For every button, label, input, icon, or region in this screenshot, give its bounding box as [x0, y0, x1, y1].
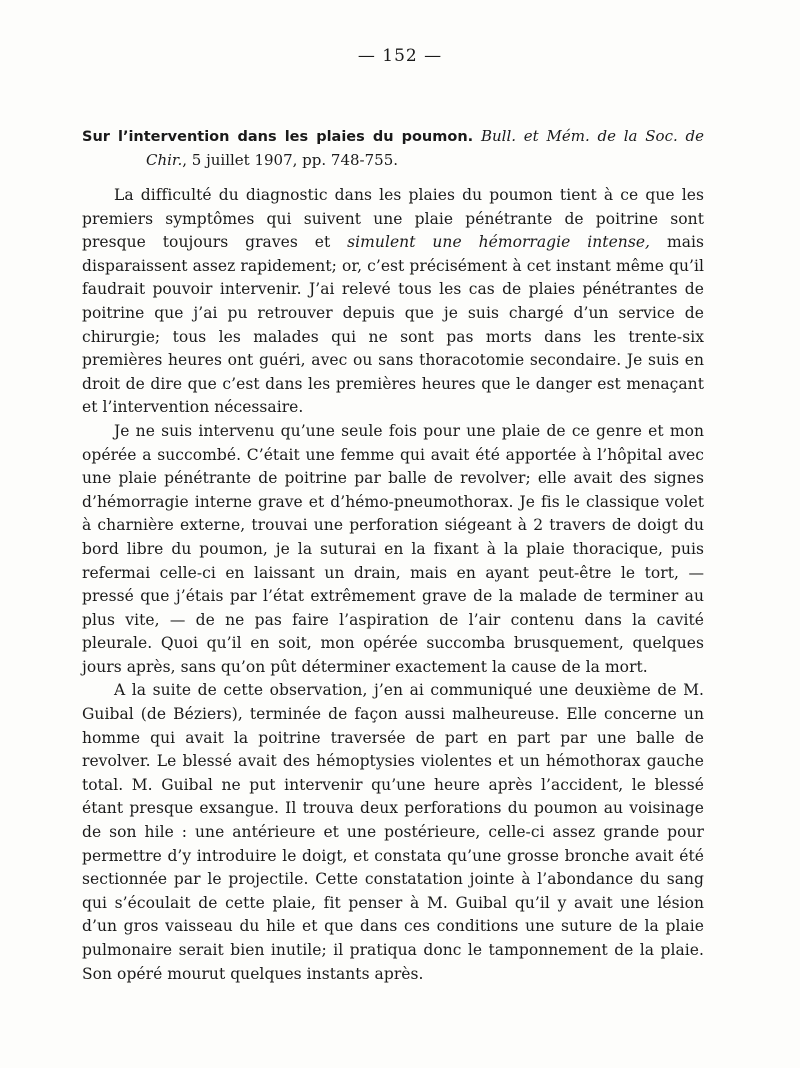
paragraph-1 — [82, 184, 704, 420]
paragraph-1-text-start: La difficulté du diagnostic dans les plaies du poumon tient à ce que les premiers symptômes qui suivent une plaie pénétrante de poitrine sont presque toujours graves et — [82, 186, 704, 252]
journal-reference: Bull. et Mém. de la Soc. de Chir. — [146, 127, 705, 169]
paragraph-1-text-end: mais disparaissent assez rapidement; or, c’est précisément à cet instant même qu’il faudrait pouvoir intervenir. J’ai relevé tous les cas de plaies pénétrantes de poitrine que j’ai pu retrouver depuis que je suis chargé d’un service de chirurgie; tous les malades qui ne sont pas morts dans les trente-six premières heures ont guéri, avec ou sans thoracotomie secondaire. Je suis en droit de dire que c’est dans les premières heures que le danger est menaçant et l’intervention nécessaire. — [82, 233, 704, 417]
date-and-pages: , 5 juillet 1907, pp. 748-755. — [182, 151, 399, 169]
article-title: Sur l’intervention dans les plaies du poumon. — [82, 129, 474, 145]
paragraph-2: Je ne suis intervenu qu’une seule fois pour une plaie de ce genre et mon opérée a succombé. C’était une femme qui avait été apportée à l’hôpital avec une plaie pénétrante de poitrine par balle de revolver; elle avait des signes d’hémorragie interne grave et d’hémo-pneumothorax. Je fis le classique volet à charnière externe, trouvai une perforation siégeant à 2 travers de doigt du bord libre du poumon, je la suturai en la fixant à la plaie thoracique, puis refermai celle-ci en laissant un drain, mais en ayant peut-être le tort, — pressé que j’étais par l’état extrêmement grave de la malade de terminer au plus vite, — de ne pas faire l’aspiration de l’air contenu dans la cavité pleurale. Quoi qu’il en soit, mon opérée succomba brusquement, quelques jours après, sans qu’on pût déterminer exactement la cause de la mort. — [82, 421, 704, 676]
article-body — [82, 125, 704, 986]
page-number: — 152 — — [357, 46, 443, 66]
paragraph-1-italic: simulent une hémorragie intense, — [347, 233, 651, 252]
paragraph-3: A la suite de cette observation, j’en ai communiqué une deuxième de M. Guibal (de Béziers), terminée de façon aussi malheureuse. Elle concerne un homme qui avait la poitrine traversée de part en part par une balle de revolver. Le blessé avait des hémoptysies violentes et un hémothorax gauche total. M. Guibal ne put intervenir qu’une heure après l’accident, le blessé étant presque exsangue. Il trouva deux perforations du poumon au voisinage de son hile : une antérieure et une postérieure, celle-ci assez grande pour permettre d’y introduire le doigt, et constata qu’une grosse bronche avait été sectionnée par le projectile. Cette constatation jointe à l’abondance du sang qui s’écoulait de cette plaie, fit penser à M. Guibal qu’il y avait une lésion d’un gros vaisseau du hile et que dans ces conditions une suture de la plaie pulmonaire serait bien inutile; il pratiqua donc le tamponnement de la plaie. Son opéré mourut quelques instants après. — [82, 681, 704, 983]
article-heading — [82, 125, 704, 172]
